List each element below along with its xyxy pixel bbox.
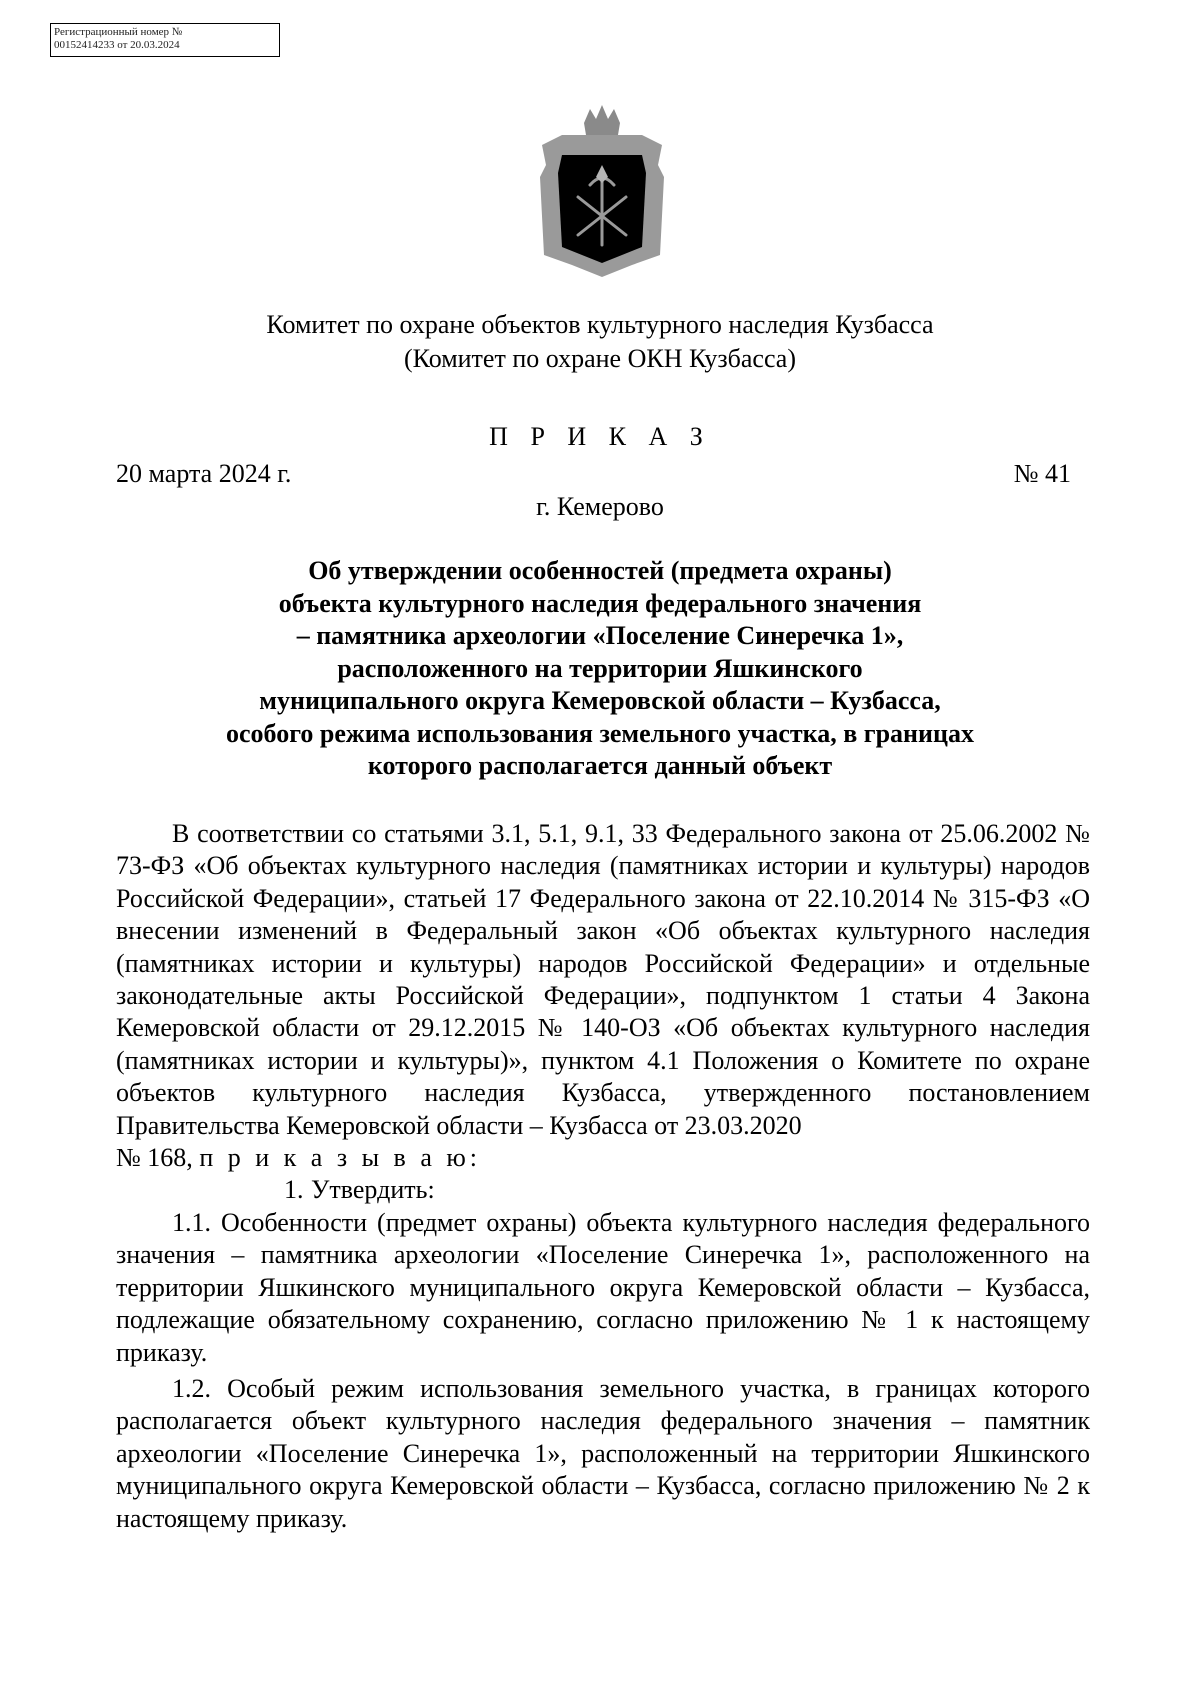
item-1-2: 1.2. Особый режим использования земельного участка, в границах которого располагается объект культурного наследия федерального значения – памятник археологии «Поселение Синеречка 1», расположенный на территории Яшкинского муниципального округа Кемеровской области – Кузбасса, согласно приложению № 2 к настоящему приказу. <box>116 1373 1090 1533</box>
registration-line-2: 00152414233 от 20.03.2024 <box>54 39 180 51</box>
order-phrase <box>116 1142 1090 1174</box>
heading-line: Об утверждении особенностей (предмета охраны) <box>308 556 892 585</box>
document-body <box>116 818 1090 1535</box>
preamble-paragraph: В соответствии со статьями 3.1, 5.1, 9.1, 33 Федерального закона от 25.06.2002 № 73-ФЗ «Об объектах культурного наследия (памятниках истории и культуры) народов Российской Федерации», статьей 17 Федерального закона от 22.10.2014 № 315-ФЗ «О внесении изменений в Федеральный закон «Об объектах культурного наследия (памятниках истории и культуры) народов Российской Федерации» и отдельные законодательные акты Российской Федерации», подпунктом 1 статьи 4 Закона Кемеровской области от 29.12.2015 № 140-ОЗ «Об объектах культурного наследия (памятниках истории и культуры)», пунктом 4.1 Положения о Комитете по охране объектов культурного наследия Кузбасса, утвержденного постановлением Правительства Кемеровской области – Кузбасса от 23.03.2020 <box>116 819 1090 1140</box>
heading-line: которого располагается данный объект <box>367 751 833 780</box>
organization-short-name: (Комитет по охране ОКН Кузбасса) <box>403 344 797 373</box>
order-title: П Р И К А З <box>489 422 711 451</box>
heading-line: расположенного на территории Яшкинского <box>337 653 863 683</box>
kuzbass-coat-of-arms-icon <box>532 105 672 280</box>
item-1-text: Утвердить: <box>311 1175 435 1205</box>
order-word: п р и к а з ы в а ю: <box>199 1143 482 1173</box>
order-city: г. Кемерово <box>536 492 664 521</box>
organization-name: Комитет по охране объектов культурного наследия Кузбасса <box>266 310 934 339</box>
order-date: 20 марта 2024 г. <box>116 459 292 488</box>
heading-line: – памятника археологии «Поселение Синеречка 1», <box>296 621 904 650</box>
preamble-end: № 168, <box>116 1143 193 1173</box>
registration-line-1: Регистрационный номер № <box>54 26 183 38</box>
heading-line: муниципального округа Кемеровской области – Кузбасса, <box>259 686 941 715</box>
heading-line: особого режима использования земельного участка, в границах <box>226 718 974 748</box>
item-1-number: 1. <box>284 1175 304 1205</box>
item-1 <box>116 1174 1090 1206</box>
registration-stamp <box>50 23 280 57</box>
document-heading <box>120 555 1080 783</box>
heading-line: объекта культурного наследия федерального значения <box>278 588 922 618</box>
order-number: № 41 <box>1013 459 1071 488</box>
item-1-1: 1.1. Особенности (предмет охраны) объекта культурного наследия федерального значения – памятника археологии «Поселение Синеречка 1», расположенного на территории Яшкинского муниципального округа Кемеровской области – Кузбасса, подлежащие обязательному сохранению, согласно приложению № 1 к настоящему приказу. <box>116 1207 1090 1367</box>
